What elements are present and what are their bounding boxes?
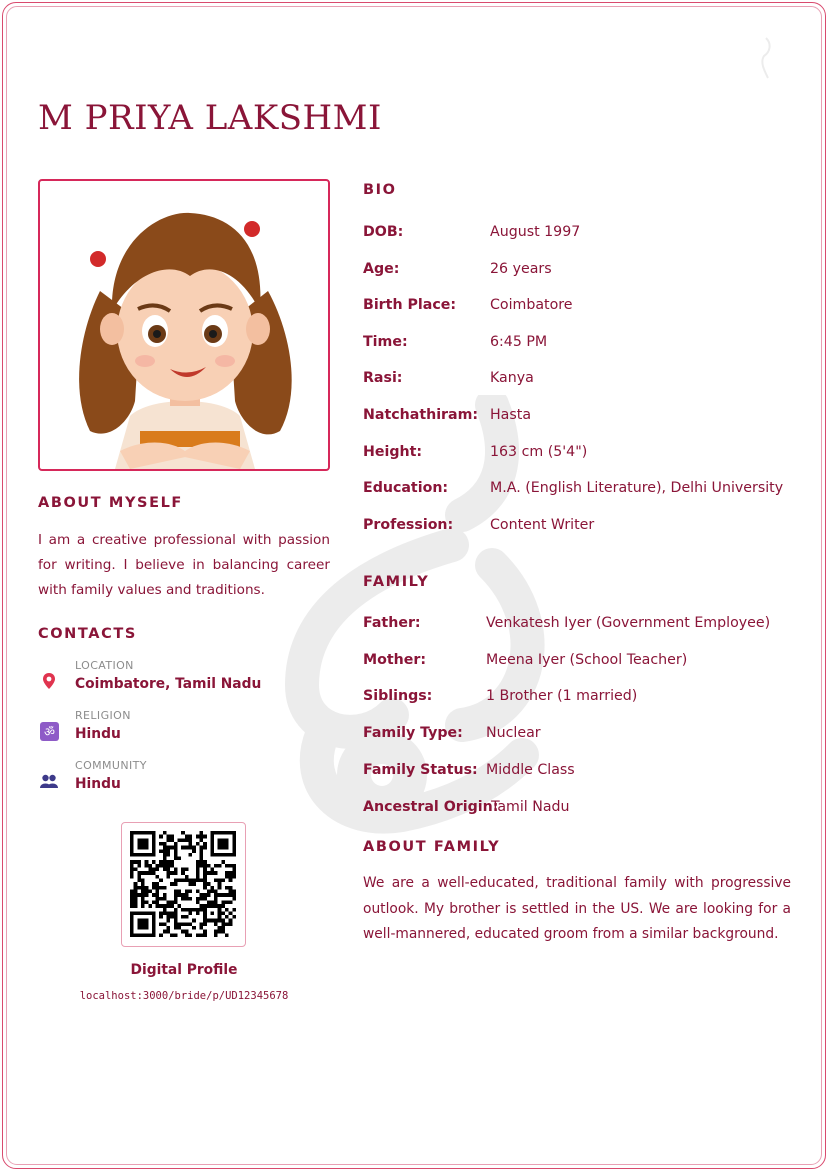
detail-value: August 1997	[490, 224, 581, 240]
om-icon	[38, 720, 60, 742]
detail-label: Family Type:	[363, 725, 463, 742]
detail-row	[363, 725, 803, 747]
detail-row	[363, 370, 803, 392]
profile-name: M PRIYA LAKSHMI	[38, 98, 382, 138]
qr-caption: Digital Profile	[130, 962, 238, 978]
qr-url[interactable]: localhost:3000/bride/p/UD12345678	[79, 990, 289, 1002]
detail-label: Siblings:	[363, 688, 433, 705]
detail-value: Kanya	[490, 370, 534, 387]
detail-row	[363, 444, 803, 466]
detail-label: Height:	[363, 443, 423, 460]
detail-row	[363, 224, 803, 246]
detail-value: 6:45 PM	[490, 333, 548, 350]
detail-label: Rasi:	[363, 370, 403, 387]
detail-label: Mother:	[363, 651, 427, 668]
detail-value: Coimbatore	[490, 297, 573, 314]
about-family-heading: ABOUT FAMILY	[363, 839, 501, 855]
detail-value: Tamil Nadu	[491, 798, 570, 815]
contact-value: Coimbatore, Tamil Nadu	[75, 676, 262, 692]
detail-label: Profession:	[363, 516, 454, 533]
detail-label: DOB:	[363, 224, 404, 240]
about-family-text: We are a well-educated, traditional family with progressive outlook. My brother is settled in the US. We are looking for a well-mannered, educated groom from a similar background.	[363, 875, 791, 942]
about-myself-heading: ABOUT MYSELF	[38, 495, 183, 511]
detail-row	[363, 334, 803, 356]
detail-value: Middle Class	[486, 761, 575, 778]
girl-avatar-icon	[40, 181, 328, 469]
detail-value: Nuclear	[486, 725, 541, 742]
corner-emblem-icon	[752, 34, 782, 84]
contact-religion	[38, 709, 330, 753]
contact-location	[38, 659, 330, 703]
detail-value: 1 Brother (1 married)	[486, 688, 638, 705]
contact-label: RELIGION	[75, 709, 131, 722]
contact-label: COMMUNITY	[75, 759, 147, 772]
detail-row	[363, 762, 803, 784]
family-heading: FAMILY	[363, 574, 430, 590]
detail-value: Hasta	[490, 407, 532, 423]
profile-photo	[38, 179, 330, 471]
detail-label: Family Status:	[363, 761, 478, 778]
detail-label: Ancestral Origin:	[363, 798, 499, 815]
detail-value: 163 cm (5'4")	[490, 443, 588, 460]
location-pin-icon	[38, 670, 60, 692]
detail-label: Birth Place:	[363, 297, 457, 314]
detail-value: Venkatesh Iyer (Government Employee)	[486, 615, 771, 631]
detail-value: M.A. (English Literature), Delhi University	[490, 480, 784, 497]
qr-code[interactable]	[121, 822, 246, 947]
detail-value: Content Writer	[490, 516, 595, 533]
detail-row	[363, 517, 803, 539]
contact-value: Hindu	[75, 726, 121, 742]
qr-code-icon	[130, 831, 236, 937]
detail-row	[363, 688, 803, 710]
detail-label: Natchathiram:	[363, 407, 479, 423]
about-myself-text: I am a creative professional with passion for writing. I believe in balancing career with family values and traditions.	[38, 532, 330, 598]
people-icon	[38, 770, 60, 792]
contact-label: LOCATION	[75, 659, 134, 672]
detail-label: Education:	[363, 480, 449, 497]
detail-row	[363, 297, 803, 319]
contact-value: Hindu	[75, 776, 121, 792]
contact-community	[38, 759, 330, 803]
detail-label: Age:	[363, 260, 400, 277]
contacts-heading: CONTACTS	[38, 626, 137, 642]
detail-row	[363, 799, 803, 821]
detail-label: Time:	[363, 333, 408, 350]
detail-label: Father:	[363, 615, 421, 631]
bio-heading: BIO	[363, 182, 397, 198]
detail-row	[363, 261, 803, 283]
detail-value: 26 years	[490, 260, 552, 277]
svg-text:ॐ: ॐ	[43, 724, 55, 739]
detail-row	[363, 615, 803, 637]
detail-row	[363, 480, 803, 502]
detail-value: Meena Iyer (School Teacher)	[486, 651, 688, 668]
detail-row	[363, 407, 803, 429]
detail-row	[363, 652, 803, 674]
